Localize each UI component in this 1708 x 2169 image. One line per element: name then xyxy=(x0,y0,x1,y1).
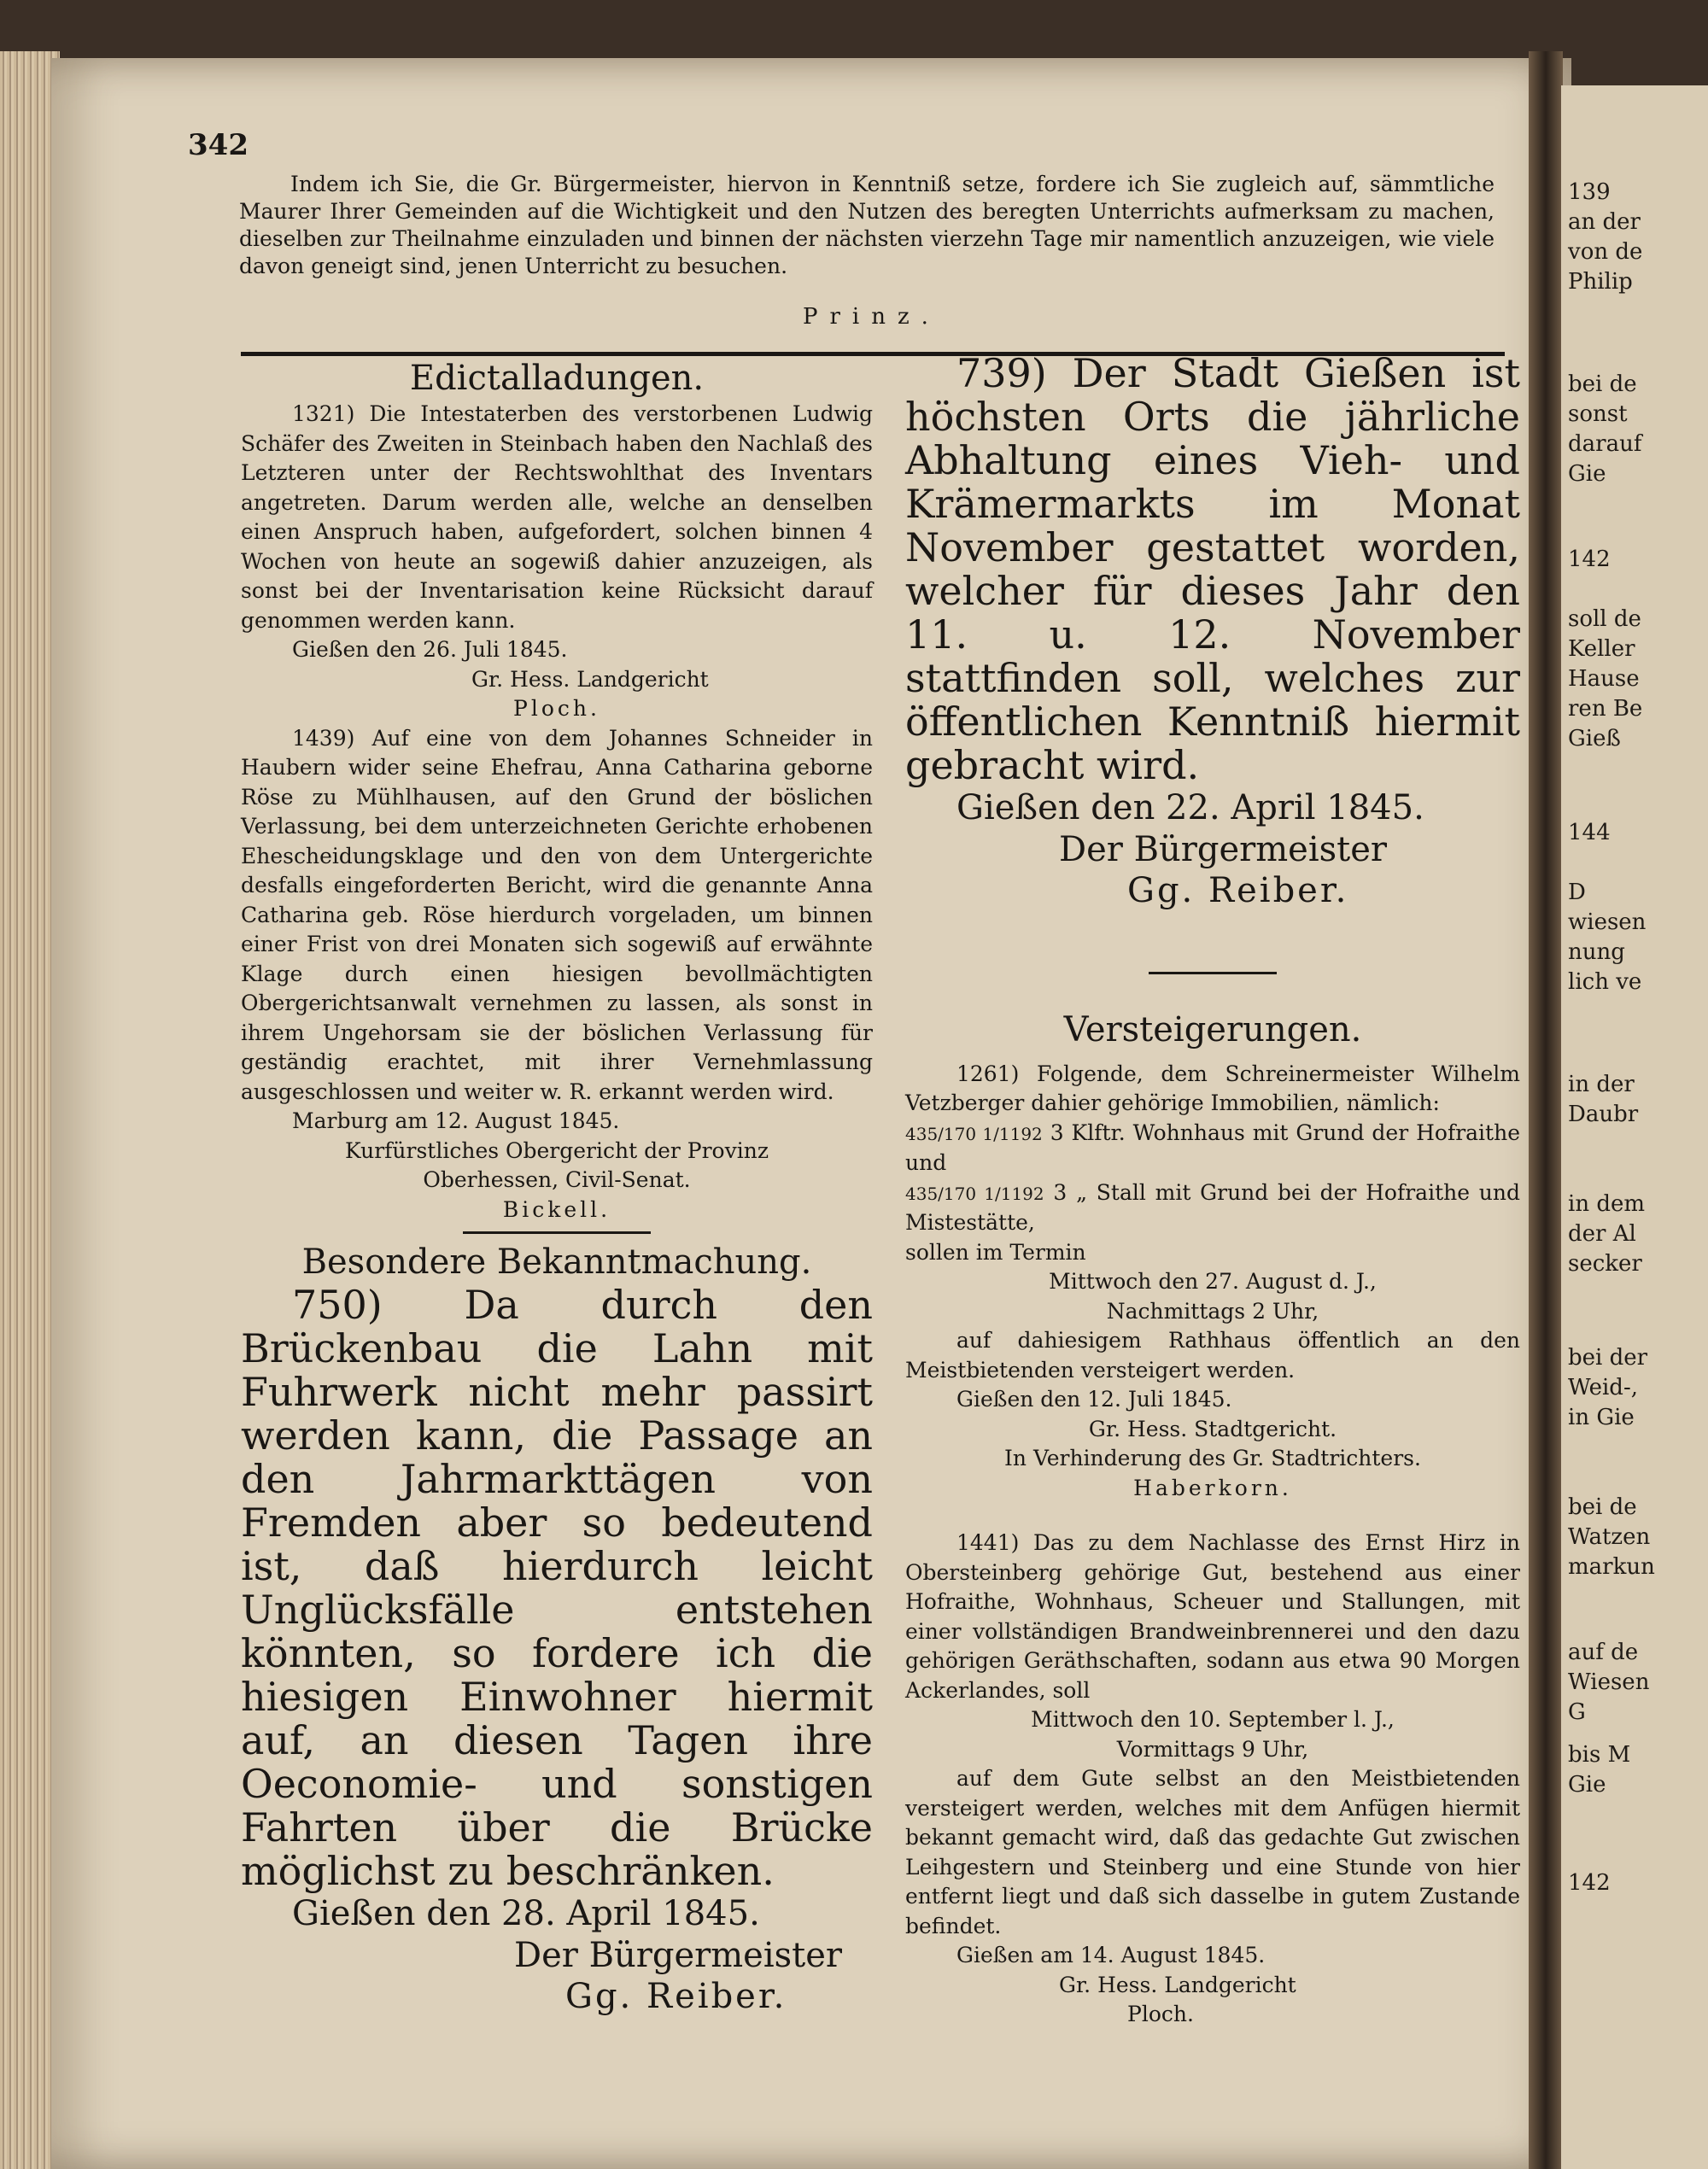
notice-1441-when-1: Mittwoch den 10. September l. J., xyxy=(1031,1707,1395,1732)
next-page-fragment-line: ren Be xyxy=(1568,696,1643,722)
notice-1261-rest: auf dahiesigem Rathhaus öffentlich an den Meistbietenden versteigert werden. xyxy=(905,1328,1520,1383)
notice-1441-authority: Gr. Hess. Landgericht xyxy=(1059,1972,1296,1997)
next-page-fragment-line: 142 xyxy=(1568,547,1611,572)
next-page-fragment-line: D xyxy=(1568,880,1586,905)
notice-1321-authority: Gr. Hess. Landgericht xyxy=(471,666,709,692)
notice-1439-authority-2: Oberhessen, Civil-Senat. xyxy=(423,1167,691,1192)
notice-1261-signature: Haberkorn. xyxy=(1133,1475,1292,1500)
heading-besondere-bekanntmachung: Besondere Bekanntmachung. xyxy=(301,1242,812,1282)
notice-1439-text: 1439) Auf eine von dem Johannes Schneider in Haubern wider seine Ehefrau, Anna Catharina geborne Röse zu Mühlhausen, auf den Grund der böslichen Verlassung, bei dem unterzeichneten Gerichte erhobenen Ehescheidungsklage und den von dem Untergerichte desfalls eingeforderten Bericht, wird die genannte Anna Catharina geb. Röse hierdurch vorgeladen, um binnen einer Frist von drei Monaten sich sogewiß auf erwähnte Klage durch einen hiesigen bevollmächtigten Obergerichtsanwalt vernehmen zu lassen, als sonst in ihrem Ungehorsam sie der böslichen Verlassung für geständig erachtet, mit ihrer Vernehmlassung ausgeschlossen und weiter w. R. erkannt werden wird. xyxy=(241,725,873,1104)
notice-1441-date: Gießen am 14. August 1845. xyxy=(956,1943,1266,1967)
notice-1261-intro: 1261) Folgende, dem Schreinermeister Wilhelm Vetzberger dahier gehörige Immobilien, nämlich: xyxy=(905,1061,1520,1115)
item-1-fraction: 435/170 1/1192 xyxy=(905,1123,1043,1144)
intro-paragraph xyxy=(239,171,1494,280)
next-page-fragment-line: Wiesen xyxy=(1568,1669,1650,1695)
notice-739-signature: Gg. Reiber. xyxy=(1127,871,1349,910)
book-gutter xyxy=(1529,51,1563,2169)
next-page-fragment-line: nung xyxy=(1568,939,1625,965)
next-page-fragment-line: Hause xyxy=(1568,666,1640,692)
next-page-fragment-line: secker xyxy=(1568,1251,1642,1277)
next-page-fragment-line: Philip xyxy=(1568,269,1633,295)
next-page-fragment-line: bei de xyxy=(1568,1494,1637,1520)
notice-1441-signature: Ploch. xyxy=(1127,2002,1194,2026)
left-column xyxy=(241,357,873,2018)
intro-signature: Prinz. xyxy=(803,304,940,330)
next-page-fragment-line: an der xyxy=(1568,209,1641,235)
notice-1439-date: Marburg am 12. August 1845. xyxy=(292,1108,620,1133)
special-notice-text: 750) Da durch den Brückenbau die Lahn mit Fuhrwerk nicht mehr passirt werden kann, die Passage an den Jahrmarkttägen von Fremden aber so bedeutend ist, daß hierdurch leicht Unglücksfälle entstehen könnten, so fordere ich die hiesigen Einwohner hiermit auf, an diesen Tagen ihre Oeconomie- und sonstigen Fahrten über die Brücke möglichst zu beschränken. xyxy=(241,1282,873,1894)
notice-1261-item-1 xyxy=(905,1119,1520,1178)
notice-1261-item-2 xyxy=(905,1178,1520,1238)
next-page-fragment-line: sonst xyxy=(1568,401,1628,427)
next-page-fragment-line: Gie xyxy=(1568,1772,1606,1798)
notice-1439-signature: Bickell. xyxy=(502,1196,611,1222)
small-divider-2 xyxy=(1149,972,1277,974)
next-page-fragment-line: 139 xyxy=(1568,179,1611,205)
notice-1321-date: Gießen den 26. Juli 1845. xyxy=(292,637,568,662)
next-page-fragment-line: der Al xyxy=(1568,1221,1636,1247)
notice-1321-signature: Ploch. xyxy=(513,696,600,721)
item-2-fraction: 435/170 1/1192 xyxy=(905,1183,1044,1204)
notice-739-authority: Der Bürgermeister xyxy=(1059,829,1388,869)
next-page-fragment-line: von de xyxy=(1568,239,1643,265)
notice-1261-when-2: Nachmittags 2 Uhr, xyxy=(1106,1298,1319,1324)
next-page-fragment-line: Gie xyxy=(1568,461,1606,487)
item-1-text: 3 Klftr. Wohnhaus mit Grund der Hofraithe und xyxy=(905,1120,1520,1175)
notice-1439-authority-1: Kurfürstliches Obergericht der Provinz xyxy=(344,1137,769,1163)
next-page-fragment-line: soll de xyxy=(1568,606,1641,632)
next-page-fragment-line: in der xyxy=(1568,1072,1635,1097)
next-page-fragment xyxy=(1561,85,1708,2169)
heading-edictalladungen: Edictalladungen. xyxy=(409,359,705,398)
next-page-fragment-line: bei der xyxy=(1568,1345,1648,1371)
notice-1441-text: 1441) Das zu dem Nachlasse des Ernst Hirz in Obersteinberg gehörige Gut, bestehend aus einer Hofraithe, Wohnhaus, Scheuer und Stallungen, mit einer vollständigen Brandweinbrennerei und den dazu gehörigen Geräthschaften, sodann aus etwa 90 Morgen Ackerlandes, soll xyxy=(905,1530,1520,1703)
next-page-fragment-line: Weid-, xyxy=(1568,1375,1638,1400)
special-notice-date: Gießen den 28. April 1845. xyxy=(292,1894,760,1933)
next-page-fragment-line: darauf xyxy=(1568,431,1642,457)
next-page-fragment-line: Gieß xyxy=(1568,726,1621,751)
item-2-text: 3 „ Stall mit Grund bei der Hofraithe und Mistestätte, xyxy=(905,1179,1520,1235)
page-number: 342 xyxy=(188,128,249,162)
next-page-fragment-line: markun xyxy=(1568,1554,1655,1580)
small-divider xyxy=(463,1231,651,1234)
notice-1441-rest: auf dem Gute selbst an den Meistbietenden versteigert werden, welches mit dem Anfügen hiermit bekannt gemacht wird, daß das gedachte Gut zwischen Leihgestern und Steinberg und eine Stunde von hier entfernt liegt und daß sich dasselbe in gutem Zustande befindet. xyxy=(905,1766,1520,1938)
next-page-fragment-line: wiesen xyxy=(1568,909,1647,935)
next-page-fragment-line: Watzen xyxy=(1568,1524,1651,1550)
next-page-fragment-line: 142 xyxy=(1568,1870,1611,1896)
next-page-fragment-line: bei de xyxy=(1568,371,1637,397)
notice-1261-term: sollen im Termin xyxy=(905,1239,1086,1265)
notice-1261-authority-1: Gr. Hess. Stadtgericht. xyxy=(1088,1416,1337,1441)
next-page-fragment-line: G xyxy=(1568,1699,1586,1725)
next-page-fragment-line: 144 xyxy=(1568,820,1611,845)
heading-versteigerungen: Versteigerungen. xyxy=(1063,1009,1362,1049)
intro-text: Indem ich Sie, die Gr. Bürgermeister, hiervon in Kenntniß setze, fordere ich Sie zugleich auf, sämmtliche Maurer Ihrer Gemeinden auf die Wichtigkeit und den Nutzen des beregten Unterrichts aufmerksam zu machen, dieselben zur Theilnahme einzuladen und binnen der nächsten vierzehn Tage mir namentlich anzuzeigen, wie viele davon geneigt sind, jenen Unterricht zu besuchen. xyxy=(239,172,1494,278)
special-notice-signature: Gg. Reiber. xyxy=(565,1977,787,2016)
notice-1321-text: 1321) Die Intestaterben des verstorbenen Ludwig Schäfer des Zweiten in Steinbach haben den Nachlaß des Letzteren unter der Rechtswohlthat des Inventars angetreten. Darum werden alle, welche an denselben einen Anspruch haben, aufgefordert, solchen binnen 4 Wochen von heute an sogewiß dahier anzuzeigen, als sonst bei der Inventarisation keine Rücksicht darauf genommen werden kann. xyxy=(241,401,873,633)
notice-1261-when-1: Mittwoch den 27. August d. J., xyxy=(1049,1269,1377,1294)
next-page-fragment-line: Daubr xyxy=(1568,1102,1639,1127)
notice-739-text: 739) Der Stadt Gießen ist höchsten Orts die jährliche Abhaltung eines Vieh- und Krämermarkts im Monat November gestattet worden, welcher für dieses Jahr den 11. u. 12. November stattfinden soll, welches zur öffentlichen Kenntniß hiermit gebracht wird. xyxy=(905,350,1520,788)
special-notice-authority: Der Bürgermeister xyxy=(514,1935,843,1975)
notice-1261-authority-2: In Verhinderung des Gr. Stadtrichters. xyxy=(1004,1446,1421,1470)
next-page-fragment-line: auf de xyxy=(1568,1640,1639,1665)
notice-1441-when-2: Vormittags 9 Uhr, xyxy=(1116,1736,1309,1762)
next-page-fragment-line: lich ve xyxy=(1568,969,1642,995)
next-page-fragment-line: in Gie xyxy=(1568,1405,1635,1430)
next-page-fragment-line: bis M xyxy=(1568,1742,1631,1768)
notice-1261-date: Gießen den 12. Juli 1845. xyxy=(956,1387,1232,1412)
next-page-fragment-line: Keller xyxy=(1568,636,1635,662)
right-column xyxy=(905,352,1520,2030)
next-page-fragment-line: in dem xyxy=(1568,1191,1646,1217)
notice-739-date: Gießen den 22. April 1845. xyxy=(956,788,1424,827)
